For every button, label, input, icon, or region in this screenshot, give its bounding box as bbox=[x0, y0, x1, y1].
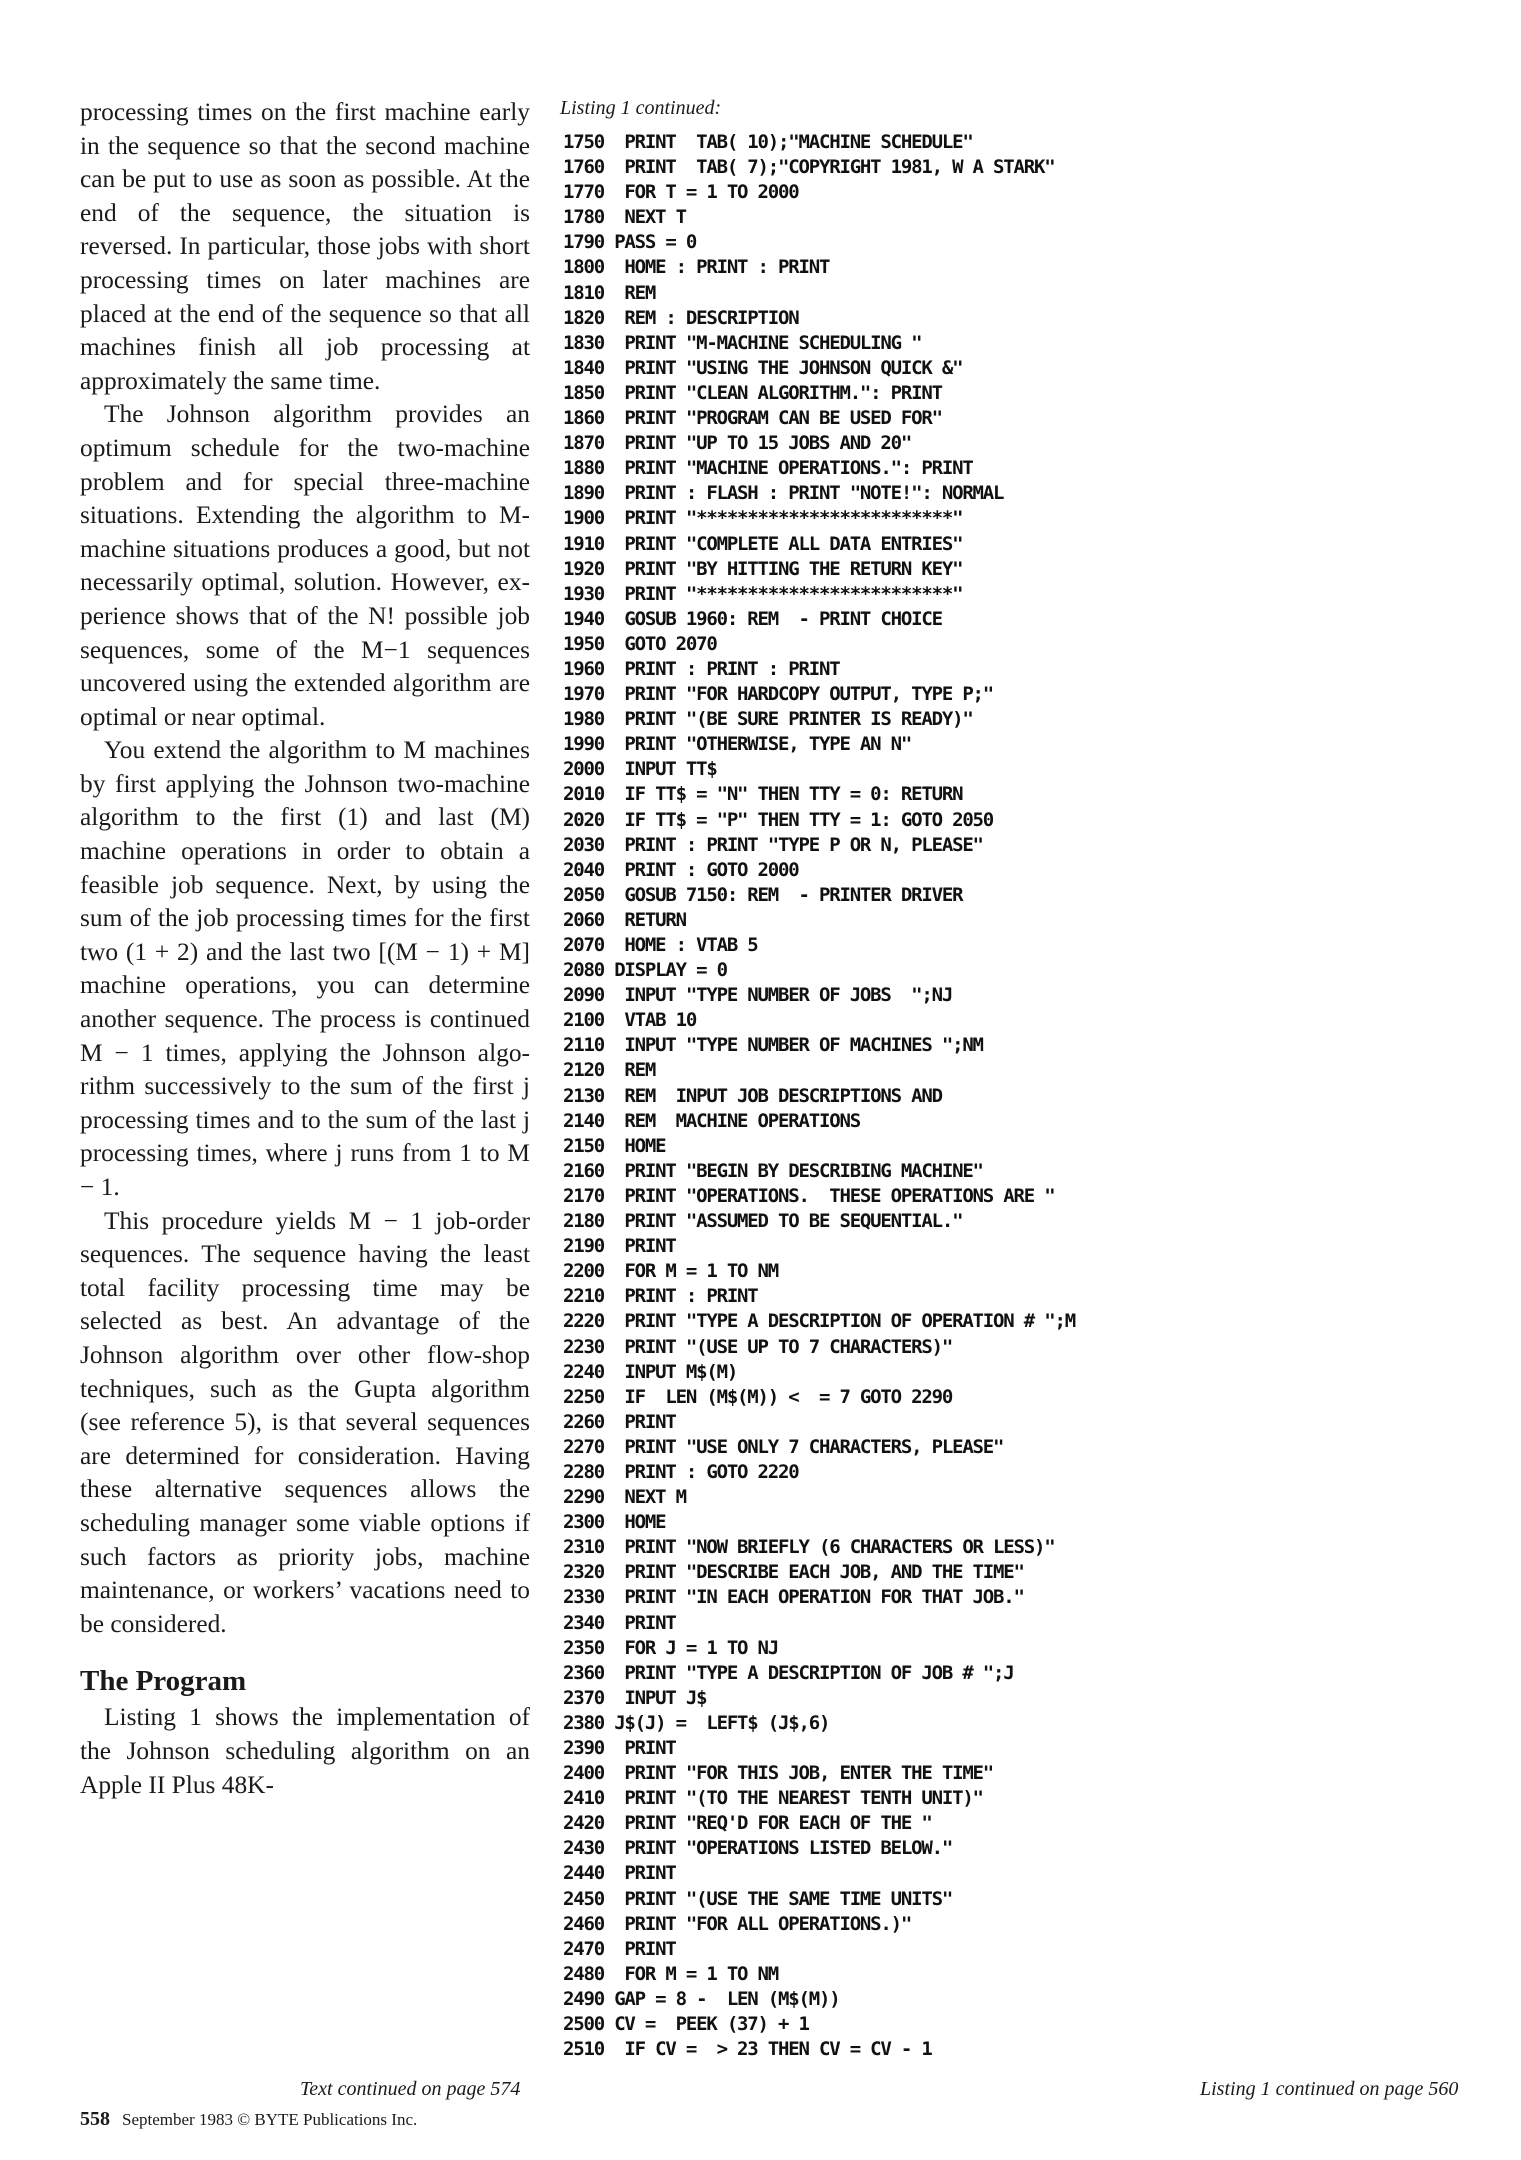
code-line: 2060 RETURN bbox=[563, 908, 686, 931]
section-heading: The Program bbox=[80, 1665, 247, 1698]
code-line: 2360 PRINT "TYPE A DESCRIPTION OF JOB # ";J bbox=[563, 1661, 1014, 1684]
code-line: 1800 HOME : PRINT : PRINT bbox=[563, 256, 830, 279]
code-line: 1920 PRINT "BY HITTING THE RETURN KEY" bbox=[563, 557, 963, 580]
code-line: 1930 PRINT "*************************" bbox=[563, 582, 963, 605]
code-line: 1880 PRINT "MACHINE OPERATIONS.": PRINT bbox=[563, 457, 973, 480]
code-line: 1840 PRINT "USING THE JOHNSON QUICK &" bbox=[563, 356, 963, 379]
code-line: 2050 GOSUB 7150: REM - PRINTER DRIVER bbox=[563, 883, 963, 906]
code-line: 2270 PRINT "USE ONLY 7 CHARACTERS, PLEASE" bbox=[563, 1435, 1004, 1458]
code-line: 2000 INPUT TT$ bbox=[563, 758, 717, 781]
code-line: 2070 HOME : VTAB 5 bbox=[563, 934, 758, 956]
code-line: 1830 PRINT "M-MACHINE SCHEDULING " bbox=[563, 331, 922, 354]
article-paragraph: processing times on the first machine early in the sequence so that the second machine can be put to use as soon as possible. At the end of the sequence, the situation is reversed. In particular, those jobs with short processing times on later machines are placed at the end of the sequence so that all machines finish all job processing at approximately the same time. bbox=[80, 98, 530, 395]
article-column bbox=[80, 96, 530, 1802]
code-line: 2230 PRINT "(USE UP TO 7 CHARACTERS)" bbox=[563, 1335, 953, 1358]
code-line: 1870 PRINT "UP TO 15 JOBS AND 20" bbox=[563, 432, 912, 455]
code-line: 1780 NEXT T bbox=[563, 206, 686, 229]
code-line: 2200 FOR M = 1 TO NM bbox=[563, 1260, 779, 1283]
code-line: 2380 J$(J) = LEFT$ (J$,6) bbox=[563, 1711, 830, 1734]
code-line: 2290 NEXT M bbox=[563, 1486, 686, 1509]
code-line: 2400 PRINT "FOR THIS JOB, ENTER THE TIME" bbox=[563, 1762, 994, 1785]
code-line: 1790 PASS = 0 bbox=[563, 231, 697, 254]
code-line: 1970 PRINT "FOR HARDCOPY OUTPUT, TYPE P;" bbox=[563, 683, 994, 706]
code-line: 2280 PRINT : GOTO 2220 bbox=[563, 1460, 799, 1483]
code-line: 2480 FOR M = 1 TO NM bbox=[563, 1962, 779, 1985]
code-line: 2150 HOME bbox=[563, 1134, 666, 1157]
code-line: 2460 PRINT "FOR ALL OPERATIONS.)" bbox=[563, 1912, 912, 1935]
code-line: 1900 PRINT "*************************" bbox=[563, 507, 963, 530]
code-line: 2080 DISPLAY = 0 bbox=[563, 959, 727, 982]
publication-info: September 1983 © BYTE Publications Inc. bbox=[122, 2110, 418, 2129]
code-line: 2240 INPUT M$(M) bbox=[563, 1360, 738, 1383]
code-listing bbox=[563, 130, 1513, 2062]
code-line: 1890 PRINT : FLASH : PRINT "NOTE!": NORMAL bbox=[563, 482, 1004, 505]
code-line: 2500 CV = PEEK (37) + 1 bbox=[563, 2013, 809, 2036]
code-line: 2180 PRINT "ASSUMED TO BE SEQUENTIAL." bbox=[563, 1210, 963, 1233]
code-line: 1770 FOR T = 1 TO 2000 bbox=[563, 181, 799, 204]
code-line: 2110 INPUT "TYPE NUMBER OF MACHINES ";NM bbox=[563, 1034, 983, 1057]
code-line: 1860 PRINT "PROGRAM CAN BE USED FOR" bbox=[563, 407, 942, 430]
code-line: 2390 PRINT bbox=[563, 1737, 676, 1759]
page-number: 558 bbox=[80, 2108, 110, 2130]
code-line: 1760 PRINT TAB( 7);"COPYRIGHT 1981, W A STARK" bbox=[563, 156, 1055, 179]
code-line: 1820 REM : DESCRIPTION bbox=[563, 306, 799, 329]
code-line: 2220 PRINT "TYPE A DESCRIPTION OF OPERATION # ";M bbox=[563, 1310, 1075, 1333]
code-line: 2440 PRINT bbox=[563, 1862, 676, 1885]
code-line: 2450 PRINT "(USE THE SAME TIME UNITS" bbox=[563, 1887, 953, 1910]
listing-continued-note: Listing 1 continued on page 560 bbox=[1200, 2078, 1459, 2100]
code-line: 2040 PRINT : GOTO 2000 bbox=[563, 858, 799, 881]
code-line: 2370 INPUT J$ bbox=[563, 1686, 707, 1709]
code-line: 2430 PRINT "OPERATIONS LISTED BELOW." bbox=[563, 1837, 953, 1860]
code-line: 2020 IF TT$ = "P" THEN TTY = 1: GOTO 2050 bbox=[563, 808, 994, 831]
code-line: 2160 PRINT "BEGIN BY DESCRIBING MACHINE" bbox=[563, 1159, 983, 1182]
code-line: 1990 PRINT "OTHERWISE, TYPE AN N" bbox=[563, 733, 912, 756]
code-line: 1950 GOTO 2070 bbox=[563, 632, 717, 655]
code-line: 2190 PRINT bbox=[563, 1235, 676, 1258]
code-line: 1850 PRINT "CLEAN ALGORITHM.": PRINT bbox=[563, 381, 942, 404]
code-line: 1910 PRINT "COMPLETE ALL DATA ENTRIES" bbox=[563, 532, 963, 555]
code-line: 2300 HOME bbox=[563, 1511, 666, 1534]
code-line: 2170 PRINT "OPERATIONS. THESE OPERATIONS ARE " bbox=[563, 1184, 1055, 1207]
listing-heading: Listing 1 continued: bbox=[560, 97, 722, 119]
code-line: 2010 IF TT$ = "N" THEN TTY = 0: RETURN bbox=[563, 783, 963, 806]
code-line: 2410 PRINT "(TO THE NEAREST TENTH UNIT)" bbox=[563, 1787, 983, 1810]
code-line: 2090 INPUT "TYPE NUMBER OF JOBS ";NJ bbox=[563, 984, 953, 1007]
code-line: 2310 PRINT "NOW BRIEFLY (6 CHARACTERS OR LESS)" bbox=[563, 1536, 1055, 1559]
code-line: 2420 PRINT "REQ'D FOR EACH OF THE " bbox=[563, 1812, 932, 1835]
code-line: 2260 PRINT bbox=[563, 1410, 676, 1433]
code-line: 2490 GAP = 8 - LEN (M$(M)) bbox=[563, 1987, 840, 2010]
code-line: 2350 FOR J = 1 TO NJ bbox=[563, 1636, 779, 1659]
code-line: 2340 PRINT bbox=[563, 1611, 676, 1634]
code-line: 2120 REM bbox=[563, 1059, 656, 1082]
code-line: 1750 PRINT TAB( 10);"MACHINE SCHEDULE" bbox=[563, 131, 973, 153]
code-line: 1960 PRINT : PRINT : PRINT bbox=[563, 657, 840, 680]
page-footer bbox=[80, 2108, 417, 2131]
code-line: 2210 PRINT : PRINT bbox=[563, 1285, 758, 1308]
code-line: 2130 REM INPUT JOB DESCRIPTIONS AND bbox=[563, 1084, 942, 1107]
article-paragraph: The Johnson algorithm provides an optimum schedule for the two-machine problem and for special three-machine situations. Extending the algorithm to M-machine situations produces a good, but not necessarily optimal, solution. However, experience shows that of the N! possible job sequences, some of the M−1 sequences uncovered using the extended algorithm are optimal or near optimal. bbox=[80, 400, 530, 731]
code-line: 2140 REM MACHINE OPERATIONS bbox=[563, 1109, 860, 1132]
code-line: 2250 IF LEN (M$(M)) < = 7 GOTO 2290 bbox=[563, 1385, 953, 1408]
code-line: 2470 PRINT bbox=[563, 1937, 676, 1960]
article-paragraph: Listing 1 shows the implementation of the Johnson scheduling algorithm on an Apple II Plus 48K- bbox=[80, 1703, 530, 1799]
code-line: 2030 PRINT : PRINT "TYPE P OR N, PLEASE" bbox=[563, 833, 983, 856]
article-paragraph: You extend the algorithm to M machines by first applying the Johnson two-machine algorithm to the first (1) and last (M) machine operations in order to obtain a feasible job sequence. Next, by using the sum of the job processing times for the first two (1 + 2) and the last two [(M − 1) + M] machine operations, you can determine another sequence. The process is continued M − 1 times, applying the Johnson algorithm successively to the sum of the first j processing times and to the sum of the last j processing times, where j runs from 1 to M − 1. bbox=[80, 736, 530, 1201]
code-line: 2100 VTAB 10 bbox=[563, 1009, 697, 1032]
code-line: 1940 GOSUB 1960: REM - PRINT CHOICE bbox=[563, 607, 942, 630]
code-line: 2330 PRINT "IN EACH OPERATION FOR THAT JOB." bbox=[563, 1586, 1024, 1609]
text-continued-note: Text continued on page 574 bbox=[300, 2078, 521, 2100]
code-line: 2320 PRINT "DESCRIBE EACH JOB, AND THE TIME" bbox=[563, 1561, 1024, 1584]
code-line: 1810 REM bbox=[563, 281, 656, 304]
code-line: 1980 PRINT "(BE SURE PRINTER IS READY)" bbox=[563, 708, 973, 731]
article-paragraph: This procedure yields M − 1 job-order sequences. The sequence having the least total facility processing time may be selected as best. An advantage of the Johnson algorithm over other flow-shop techniques, such as the Gupta algorithm (see reference 5), is that several sequences are determined for consideration. Having these alternative sequences allows the scheduling manager some viable options if such factors as priority jobs, machine maintenance, or workers’ vacations need to be considered. bbox=[80, 1206, 530, 1638]
code-line: 2510 IF CV = > 23 THEN CV = CV - 1 bbox=[563, 2038, 932, 2061]
